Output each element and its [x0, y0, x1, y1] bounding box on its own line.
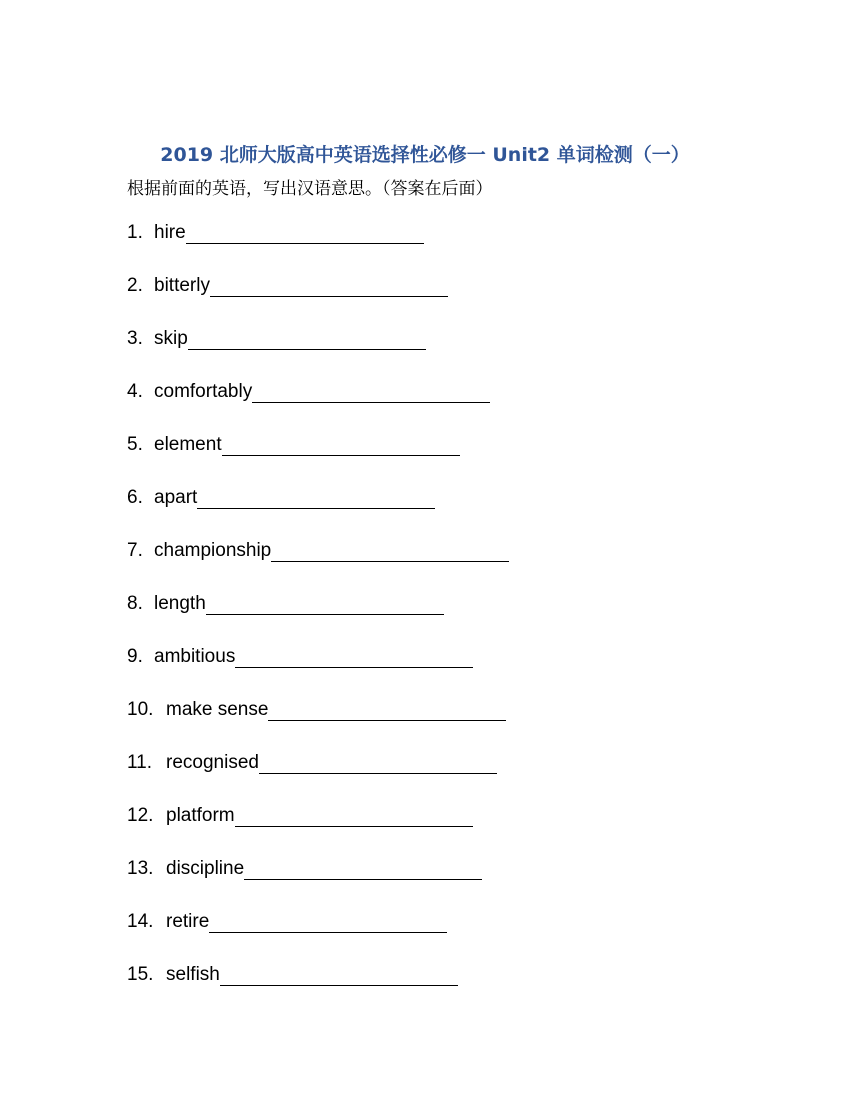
list-item — [127, 275, 509, 328]
item-word: retire — [166, 911, 210, 932]
item-number: 9. — [127, 646, 143, 667]
item-number: 2. — [127, 275, 143, 296]
item-word: element — [154, 434, 222, 455]
item-number: 6. — [127, 487, 143, 508]
answer-blank[interactable] — [186, 222, 424, 244]
item-word: make sense — [166, 699, 269, 720]
item-number: 12. — [127, 805, 154, 826]
list-item — [127, 752, 509, 805]
list-item — [127, 858, 509, 911]
item-number: 13. — [127, 858, 154, 879]
answer-blank[interactable] — [209, 911, 447, 933]
item-number: 15. — [127, 964, 154, 985]
list-item — [127, 646, 509, 699]
list-item — [127, 434, 509, 487]
list-item — [127, 222, 509, 275]
item-word: length — [154, 593, 206, 614]
item-word: bitterly — [154, 275, 210, 296]
list-item — [127, 540, 509, 593]
list-item — [127, 699, 509, 752]
item-word: platform — [166, 805, 235, 826]
item-number: 1. — [127, 222, 143, 243]
item-number: 4. — [127, 381, 143, 402]
list-item — [127, 964, 509, 1017]
list-item — [127, 911, 509, 964]
item-word: championship — [154, 540, 272, 561]
answer-blank[interactable] — [197, 487, 435, 509]
item-word: apart — [154, 487, 198, 508]
answer-blank[interactable] — [235, 805, 473, 827]
item-word: recognised — [166, 752, 259, 773]
item-number: 8. — [127, 593, 143, 614]
list-item — [127, 487, 509, 540]
answer-blank[interactable] — [188, 328, 426, 350]
list-item — [127, 593, 509, 646]
answer-blank[interactable] — [268, 699, 506, 721]
item-word: selfish — [166, 964, 220, 985]
answer-blank[interactable] — [235, 646, 473, 668]
list-item — [127, 805, 509, 858]
answer-blank[interactable] — [259, 752, 497, 774]
item-number: 7. — [127, 540, 143, 561]
item-number: 5. — [127, 434, 143, 455]
item-word: discipline — [166, 858, 245, 879]
list-item — [127, 328, 509, 381]
answer-blank[interactable] — [244, 858, 482, 880]
item-number: 11. — [127, 752, 153, 773]
answer-blank[interactable] — [210, 275, 448, 297]
answer-blank[interactable] — [252, 381, 490, 403]
answer-blank[interactable] — [222, 434, 460, 456]
document-title: 2019 北师大版高中英语选择性必修一 Unit2 单词检测（一） — [160, 144, 690, 166]
instruction-text: 根据前面的英语，写出汉语意思。（答案在后面） — [127, 179, 493, 199]
item-number: 10. — [127, 699, 154, 720]
list-item — [127, 381, 509, 434]
answer-blank[interactable] — [220, 964, 458, 986]
item-number: 14. — [127, 911, 154, 932]
answer-blank[interactable] — [271, 540, 509, 562]
item-word: comfortably — [154, 381, 253, 402]
item-word: hire — [154, 222, 186, 243]
item-word: skip — [154, 328, 188, 349]
answer-blank[interactable] — [206, 593, 444, 615]
vocabulary-list — [127, 222, 509, 1017]
item-number: 3. — [127, 328, 143, 349]
item-word: ambitious — [154, 646, 236, 667]
